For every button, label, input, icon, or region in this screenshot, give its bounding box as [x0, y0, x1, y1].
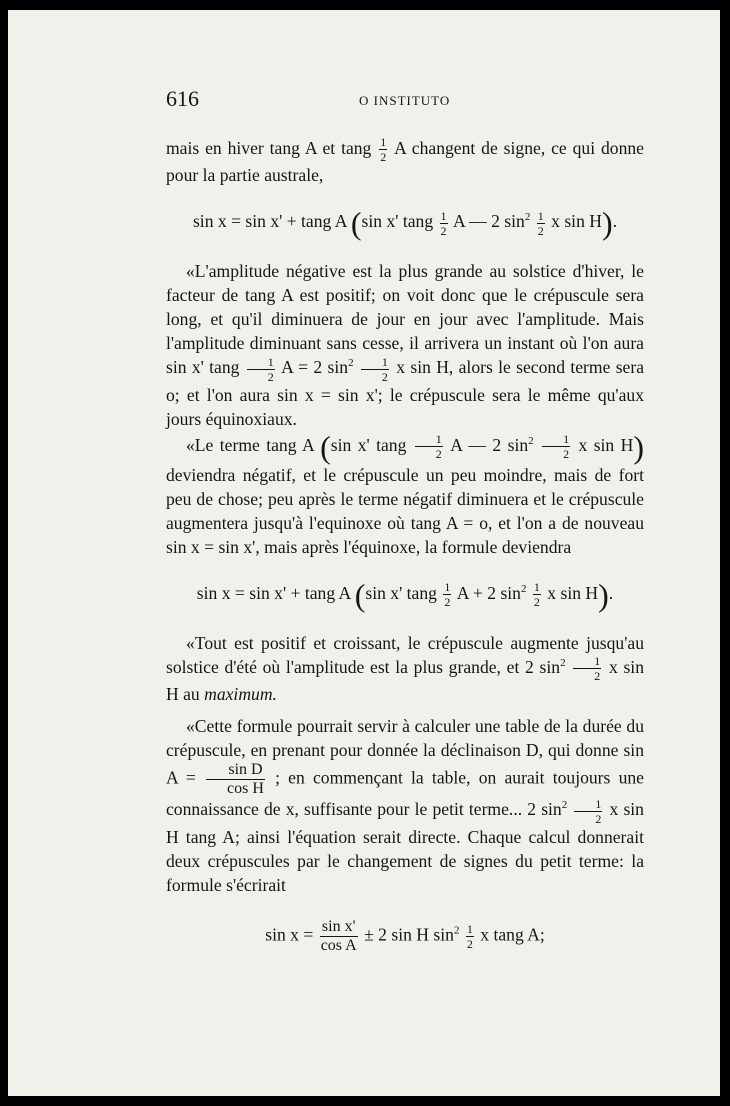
- page-number: 616: [166, 86, 199, 111]
- fraction-one-half: $\frac{1}{2}$: [573, 655, 601, 682]
- book-page: [8, 10, 720, 1096]
- paragraph-5: «Cette formule pourrait servir à calculer une table de la durée du crépuscule, en prenant pour donnée la déclinaison D, qui donne sin A = $\frac{\text{sin D}}{\text{cos H}}$ ; en commençant la table, on aurait toujours une connaissance de x, suffisante pour le petit terme... 2 $\sin^2$ $\frac{1}{2}$ x sin H tang A; ainsi l'équation serait directe. Chaque calcul donnerait deux crépuscules par le changement de signes du petit terme: la formule s'écrirait: [166, 716, 644, 895]
- equation-2: sin x = sin x' + tang A (sin x' tang $\frac{1}{2}$ A + 2 $\sin^2$ $\frac{1}{2}$ x sin H).: [196, 576, 614, 613]
- fraction-one-half: $\frac{1}{2}$: [537, 208, 544, 238]
- fraction-one-half: $\frac{1}{2}$: [574, 798, 602, 825]
- fraction-one-half: $\frac{1}{2}$: [440, 208, 447, 238]
- paragraph-2: «L'amplitude négative est la plus grande au solstice d'hiver, le facteur de tang A est positif; on voit donc que le crépuscule sera long, et qu'il diminuera de jour en jour avec l'amplitude. Mais l'amplitude diminuant sans cesse, il arrivera un instant où l'on aura sin x' tang $\frac{1}{2}$ A = 2 $\sin^2$ $\frac{1}{2}$ x sin H, alors le second terme sera o; et l'on aura sin x = sin x'; le crépuscule sera le même qu'aux jours équinoxiaux.: [166, 261, 645, 429]
- fraction-one-half: $\frac{1}{2}$: [466, 921, 473, 951]
- page-body: [166, 136, 644, 974]
- fraction-one-half: $\frac{1}{2}$: [361, 356, 389, 383]
- fraction-one-half: $\frac{1}{2}$: [415, 433, 443, 460]
- equation-1: sin x = sin x' + tang A (sin x' tang $\frac{1}{2}$ A — 2 $\sin^2$ $\frac{1}{2}$ x sin H).: [192, 205, 618, 242]
- equation-3: sin x = $\frac{\text{sin x'}}{\text{cos A}}$ ± 2 sin H $\sin^2$ $\frac{1}{2}$ x tang A;: [265, 917, 545, 954]
- paragraph-3: «Le terme tang A (sin x' tang $\frac{1}{2}$ A — 2 $\sin^2$ $\frac{1}{2}$ x sin H) deviendra négatif, et le crépuscule un peu moindre, mais de fort peu de chose; peu après le terme négatif diminuera et le crépuscule augmentera jusqu'à l'equinoxe où tang A = o, et l'on a de nouveau sin x = sin x', mais après l'équinoxe, la formule deviendra: [166, 428, 644, 557]
- fraction-sinD-cosH: $\frac{\text{sin D}}{\text{cos H}}$: [206, 762, 265, 797]
- fraction-sinx-cosA: $\frac{\text{sin x'}}{\text{cos A}}$: [320, 917, 357, 954]
- paragraph-4: «Tout est positif et croissant, le crépuscule augmente jusqu'au solstice d'été où l'amplitude est la plus grande, et 2 $\sin^2$ $\frac{1}{2}$ x sin H au maximum.: [166, 632, 644, 705]
- running-title: O INSTITUTO: [359, 93, 451, 108]
- fraction-one-half: $\frac{1}{2}$: [380, 135, 387, 165]
- fraction-one-half: $\frac{1}{2}$: [247, 356, 275, 383]
- fraction-one-half: $\frac{1}{2}$: [542, 433, 570, 460]
- paragraph-1: mais en hiver tang A et tang $\frac{1}{2}$ A changent de signe, ce qui donne pour la partie australe,: [166, 135, 644, 186]
- page-header: [166, 86, 466, 116]
- fraction-one-half: $\frac{1}{2}$: [533, 580, 540, 610]
- fraction-one-half: $\frac{1}{2}$: [444, 580, 451, 610]
